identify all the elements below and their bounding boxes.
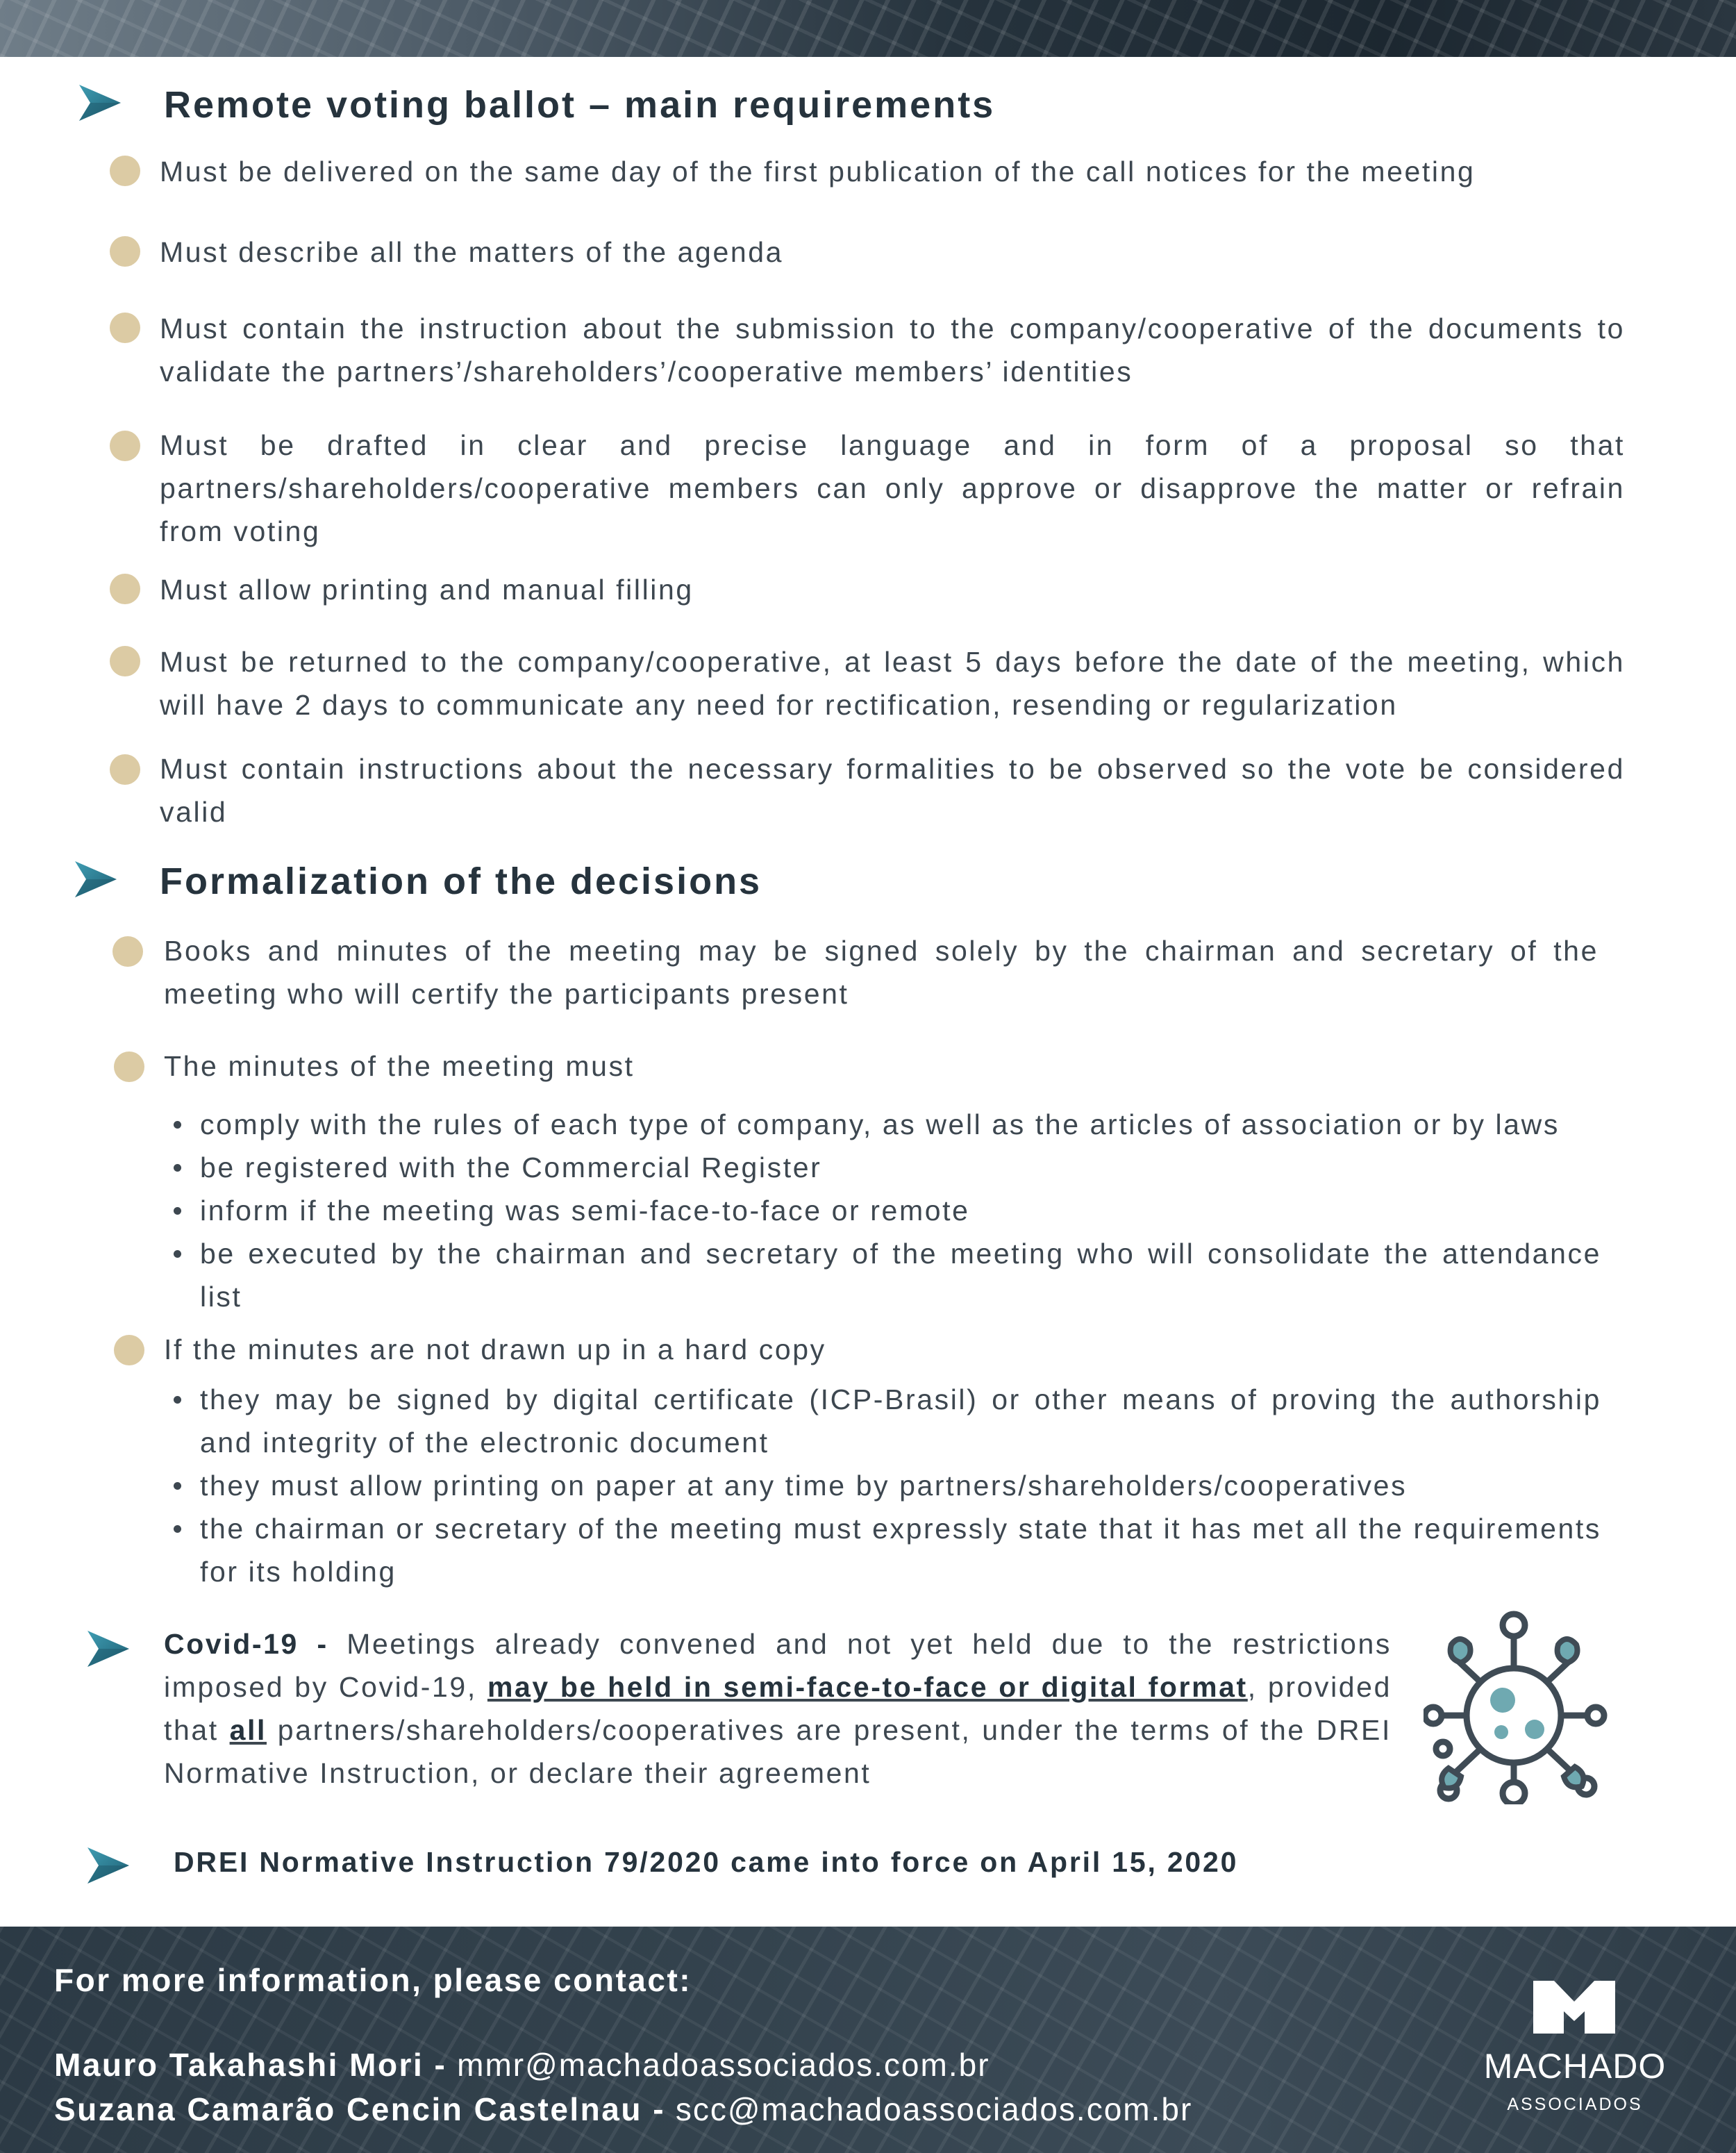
logo-subtitle: ASSOCIADOS [1507,2095,1643,2114]
bullet-icon [174,1207,181,1215]
arrow-icon [87,1631,129,1667]
section-header-formalization [0,860,1736,915]
footer-heading: For more information, please contact: [54,1962,692,1998]
logo-name: MACHADO [1483,2047,1667,2086]
bullet-icon [174,1525,181,1533]
contact-email[interactable]: mmr@machadoassociados.com.br [446,2047,990,2083]
bullet-dot [110,754,140,785]
sub-list-item: be registered with the Commercial Register [174,1146,1601,1189]
bullet-dot [114,1051,144,1082]
item-text: Must be delivered on the same day of the first publication of the call notices for the meeting [160,156,1476,188]
bullet-icon [174,1396,181,1404]
contact-line [54,2090,1192,2128]
item-text: Must be returned to the company/cooperative, at least 5 days before the date of the meeting, which will have 2 days to communicate any need for rectification, resending or regularization [160,646,1625,721]
drei-note: DREI Normative Instruction 79/2020 came into force on April 15, 2020 [174,1846,1239,1878]
item-text: If the minutes are not drawn up in a hard copy [164,1333,826,1365]
bullet-dot [110,431,140,461]
sub-list-item: they must allow printing on paper at any time by partners/shareholders/cooperatives [174,1464,1601,1507]
covid-emphasis: all [229,1714,267,1746]
bullet-dot [110,313,140,343]
digital-minutes-list [174,1378,1601,1593]
covid-text: partners/shareholders/cooperatives are present, under the terms of the DREI Normative Instruction, or declare their agreement [164,1714,1392,1789]
contact-line [54,2046,990,2084]
item-text: Books and minutes of the meeting may be signed solely by the chairman and secretary of the meeting who will certify the participants present [164,935,1599,1010]
bullet-dot [114,1335,144,1365]
bullet-dot [110,574,140,604]
covid-emphasis: may be held in semi-face-to-face or digital format [487,1671,1248,1703]
item-text: The minutes of the meeting must [164,1050,635,1082]
bullet-dot [110,646,140,676]
covid-note [164,1622,1392,1795]
section-title: Formalization of the decisions [160,861,762,902]
sub-list-item: they may be signed by digital certificate (ICP-Brasil) or other means of proving the authorship and integrity of the electronic document [174,1378,1601,1464]
item-text: Must describe all the matters of the agenda [160,236,784,268]
machado-logo-icon [1533,1981,1615,2034]
contact-email[interactable]: scc@machadoassociados.com.br [665,2091,1193,2127]
contact-name: Mauro Takahashi Mori - [54,2047,447,2083]
arrow-icon [79,85,121,121]
item-text: Must be drafted in clear and precise language and in form of a proposal so that partners/shareholders/cooperative members can only approve or disapprove the matter or refrain from voting [160,429,1625,547]
minutes-requirements-list [174,1103,1601,1318]
section-title: Remote voting ballot – main requirements [164,84,996,126]
sub-list-item: inform if the meeting was semi-face-to-face or remote [174,1189,1601,1232]
bullet-icon [174,1250,181,1258]
bullet-dot [110,156,140,186]
header-band [0,0,1736,57]
bullet-icon [174,1121,181,1129]
item-text: Must contain instructions about the necessary formalities to be observed so the vote be considered valid [160,753,1625,828]
footer [0,1927,1736,2153]
sub-list-item: be executed by the chairman and secretary of the meeting who will consolidate the attendance list [174,1232,1601,1318]
contact-name: Suzana Camarão Cencin Castelnau - [54,2091,666,2127]
bullet-dot [110,236,140,267]
bullet-icon [174,1164,181,1172]
sub-list-item: comply with the rules of each type of company, as well as the articles of association or by laws [174,1103,1601,1146]
arrow-icon [87,1847,129,1884]
item-text: Must allow printing and manual filling [160,574,694,606]
bullet-dot [112,936,143,967]
virus-icon [1424,1610,1612,1804]
covid-label: Covid-19 - [164,1628,328,1660]
covid-text: Meetings already convened and not yet held due to the restrictions imposed by Covid-19, [164,1628,1392,1703]
covid-text: , provided that [164,1671,1392,1746]
sub-list-item: the chairman or secretary of the meeting must expressly state that it has met all the requirements for its holding [174,1507,1601,1593]
bullet-icon [174,1482,181,1490]
item-text: Must contain the instruction about the submission to the company/cooperative of the documents to validate the partners’/shareholders’/cooperative members’ identities [160,313,1625,388]
arrow-icon [75,861,117,897]
section-header-ballot [0,83,1736,139]
